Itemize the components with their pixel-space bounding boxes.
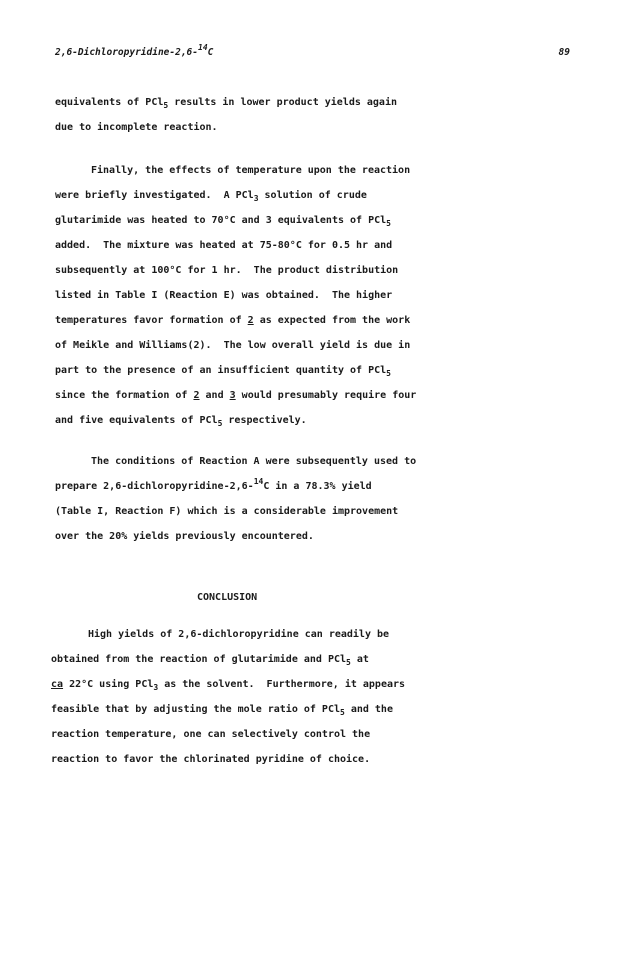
text-line: ca 22°C using PCl$_3$ as the solvent. Furthermore, it appears xyxy=(51,679,406,692)
text-line: feasible that by adjusting the mole ratio of PCl$_5$ and the xyxy=(51,704,393,717)
running-head xyxy=(55,43,214,58)
text-line: of Meikle and Williams(2). The low overall yield is due in xyxy=(55,340,411,351)
circa-abbrev: ca xyxy=(51,679,64,690)
section-heading: CONCLUSION xyxy=(197,592,258,603)
text-line: temperatures favor formation of 2 as expected from the work xyxy=(55,315,411,326)
text-line: obtained from the reaction of glutarimide and PCl$_5$ at xyxy=(51,654,369,667)
text-line: since the formation of 2 and 3 would presumably require four xyxy=(55,390,417,401)
compound-ref: 2 xyxy=(247,315,254,326)
text-line: The conditions of Reaction A were subsequently used to xyxy=(91,456,417,467)
isotope-superscript: 14 xyxy=(198,43,208,52)
text-line: equivalents of PCl$_5$ results in lower product yields again xyxy=(55,97,397,110)
text-line: were briefly investigated. A PCl$_3$ solution of crude xyxy=(55,190,367,203)
text-line: listed in Table I (Reaction E) was obtained. The higher xyxy=(55,290,393,301)
text-line: Finally, the effects of temperature upon the reaction xyxy=(91,165,411,176)
text-line: added. The mixture was heated at 75-80°C for 0.5 hr and xyxy=(55,240,393,251)
text-line: over the 20% yields previously encountered. xyxy=(55,531,314,542)
text-line: due to incomplete reaction. xyxy=(55,122,218,133)
text-line: prepare 2,6-dichloropyridine-2,6-$^{14}$C in a 78.3% yield xyxy=(55,477,372,492)
running-head-text: 2,6-Dichloropyridine-2,6- xyxy=(55,47,198,58)
page-header xyxy=(55,43,570,63)
text-line: (Table I, Reaction F) which is a considerable improvement xyxy=(55,506,399,517)
text-line: reaction temperature, one can selectively control the xyxy=(51,729,371,740)
compound-ref: 3 xyxy=(229,390,236,401)
compound-ref: 2 xyxy=(193,390,200,401)
text-line: and five equivalents of PCl$_5$ respectively. xyxy=(55,415,307,428)
text-line: subsequently at 100°C for 1 hr. The product distribution xyxy=(55,265,399,276)
text-line: High yields of 2,6-dichloropyridine can readily be xyxy=(88,629,390,640)
text-line: part to the presence of an insufficient quantity of PCl$_5$ xyxy=(55,365,391,378)
text-line: reaction to favor the chlorinated pyridine of choice. xyxy=(51,754,371,765)
page-number: 89 xyxy=(558,47,570,58)
running-head-element: C xyxy=(207,47,214,58)
text-line: glutarimide was heated to 70°C and 3 equivalents of PCl$_5$ xyxy=(55,215,391,228)
